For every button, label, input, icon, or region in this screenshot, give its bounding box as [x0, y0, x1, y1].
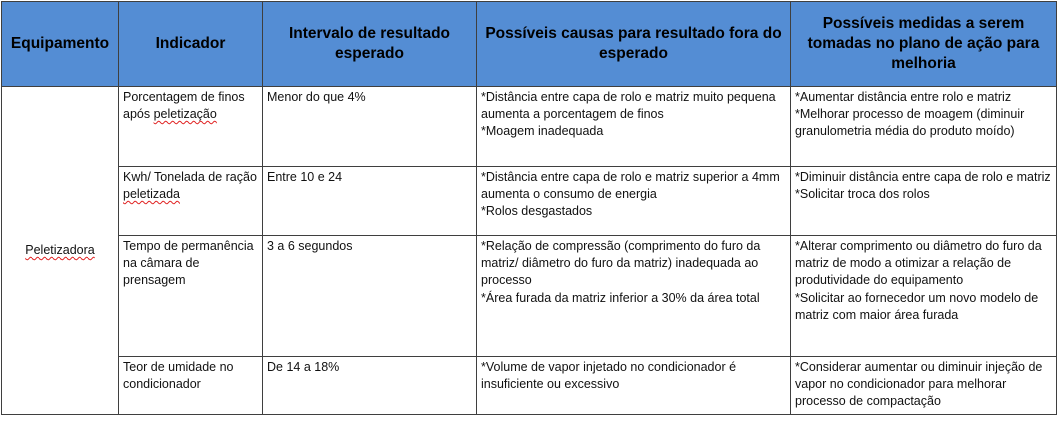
header-medidas: Possíveis medidas a serem tomadas no plano de ação para melhoria: [791, 2, 1057, 87]
range-cell: 3 a 6 segundos: [263, 236, 477, 357]
measure-item: *Considerar aumentar ou diminuir injeção de vapor no condicionador para melhorar processo de compactação: [795, 360, 1043, 409]
range-cell: De 14 a 18%: [263, 357, 477, 415]
cause-item: *Moagem inadequada: [481, 124, 604, 139]
causes-cell: [477, 357, 791, 415]
indicator-text-flagged: peletizada: [123, 187, 180, 202]
equipment-cell: [2, 87, 119, 415]
measure-item: *Alterar comprimento ou diâmetro do furo da matriz de modo a otimizar a relação de produtividade do equipamento: [795, 239, 1042, 288]
cause-item: *Área furada da matriz inferior a 30% da área total: [481, 290, 760, 305]
causes-cell: [477, 236, 791, 357]
cause-item: *Volume de vapor injetado no condicionador é insuficiente ou excessivo: [481, 360, 737, 392]
header-equipamento: Equipamento: [2, 2, 119, 87]
equipment-name: Peletizadora: [25, 242, 95, 257]
action-plan-table: [1, 1, 1057, 415]
measure-item: *Aumentar distância entre rolo e matriz: [795, 90, 1012, 104]
causes-cell: [477, 167, 791, 236]
indicator-cell: [119, 167, 263, 236]
indicator-text: Kwh/ Tonelada de ração: [123, 170, 257, 184]
indicator-text-flagged: peletização: [153, 107, 217, 122]
measure-item: *Diminuir distância entre capa de rolo e matriz: [795, 170, 1051, 184]
measures-cell: [791, 236, 1057, 357]
causes-cell: [477, 87, 791, 167]
cause-item: *Rolos desgastados: [481, 204, 593, 219]
cause-item: *Distância entre capa de rolo e matriz muito pequena aumenta a porcentagem de finos: [481, 90, 776, 122]
measure-item: *Solicitar ao fornecedor um novo modelo de matriz com maior área furada: [795, 290, 1039, 322]
table-row: [2, 357, 1057, 415]
measure-item: *Solicitar troca dos rolos: [795, 187, 930, 202]
header-causas: Possíveis causas para resultado fora do esperado: [477, 2, 791, 87]
table-row: [2, 167, 1057, 236]
header-intervalo: Intervalo de resultado esperado: [263, 2, 477, 87]
indicator-text: Porcentagem de finos após: [123, 90, 245, 122]
table-row: [2, 236, 1057, 357]
measures-cell: [791, 87, 1057, 167]
measures-cell: [791, 357, 1057, 415]
measures-cell: [791, 167, 1057, 236]
header-row: [2, 2, 1057, 87]
indicator-cell: Teor de umidade no condicionador: [119, 357, 263, 415]
indicator-cell: Tempo de permanência na câmara de prensagem: [119, 236, 263, 357]
range-cell: Menor do que 4%: [263, 87, 477, 167]
cause-item: *Distância entre capa de rolo e matriz superior a 4mm aumenta o consumo de energia: [481, 170, 780, 202]
range-cell: Entre 10 e 24: [263, 167, 477, 236]
indicator-cell: [119, 87, 263, 167]
cause-item: *Relação de compressão (comprimento do furo da matriz/ diâmetro do furo da matriz) inadequada ao processo: [481, 239, 761, 288]
header-indicador: Indicador: [119, 2, 263, 87]
measure-item: *Melhorar processo de moagem (diminuir granulometria média do produto moído): [795, 107, 1025, 139]
table-row: [2, 87, 1057, 167]
